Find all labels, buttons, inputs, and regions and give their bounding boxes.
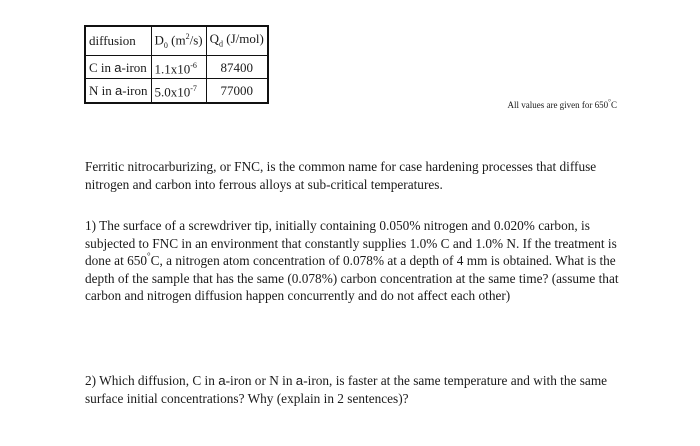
diffusion-data-table <box>84 25 269 104</box>
header-qd: $Q_d$ (J/mol) <box>206 26 268 55</box>
question-1: 1) The surface of a screwdriver tip, initially containing 0.050% nitrogen and 0.020% carbon, is subjected to FNC in an environment that constantly supplies 1.0% C and 1.0% N. If the treatment is done at 650°C, a nitrogen atom concentration of 0.078% at a depth of 4 mm is obtained. What is the depth of the sample that has the same (0.078%) carbon concentration at the same time? (assume that carbon and nitrogen diffusion happen concurrently and do not affect each other) <box>85 218 619 303</box>
header-d0: $D_0$ $(m^2/s)$ <box>151 26 206 55</box>
species-cell: N in a-iron <box>85 79 151 103</box>
table-row <box>85 55 268 78</box>
d0-cell: $5.0x10^{-7}$ <box>151 79 206 103</box>
table-header-row <box>85 26 268 55</box>
header-diffusion: diffusion <box>85 26 151 55</box>
table-row <box>85 79 268 103</box>
species-cell: C in a-iron <box>85 55 151 78</box>
question-2: 2) Which diffusion, C in a-iron or N in a-iron, is faster at the same temperature and with the same surface initial concentrations? Why (explain in 2 sentences)? <box>85 373 608 406</box>
intro-paragraph: Ferritic nitrocarburizing, or FNC, is the common name for case hardening processes that diffuse nitrogen and carbon into ferrous alloys at sub-critical temperatures. <box>85 159 597 192</box>
qd-cell: 77000 <box>206 79 268 103</box>
qd-cell: 87400 <box>206 55 268 78</box>
d0-cell: $1.1x10^{-6}$ <box>151 55 206 78</box>
temperature-note: All values are given for 650°C <box>507 98 617 110</box>
